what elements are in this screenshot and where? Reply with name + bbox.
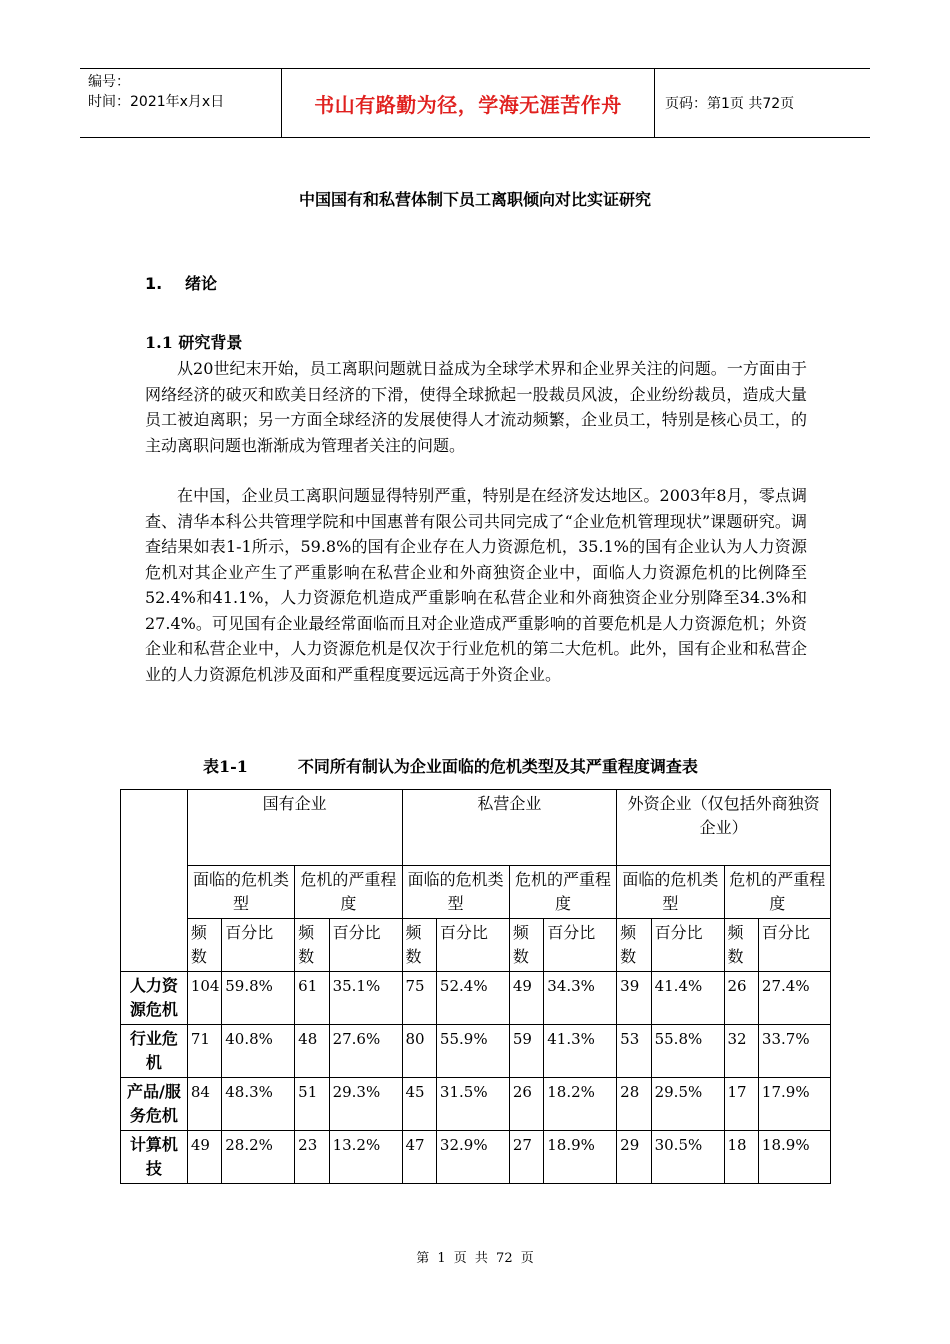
section-number: 1.	[145, 274, 163, 293]
table-cell: 34.3%	[544, 972, 617, 1025]
table-cell: 13.2%	[329, 1131, 402, 1184]
column-header: 频数	[402, 919, 436, 972]
section-heading	[145, 271, 217, 294]
page-header	[80, 68, 870, 138]
table-cell: 52.4%	[436, 972, 509, 1025]
table-row	[121, 1131, 831, 1184]
table-group-header: 私营企业	[402, 790, 617, 866]
table-cell: 18.2%	[544, 1078, 617, 1131]
table-cell: 27.6%	[329, 1025, 402, 1078]
column-header: 百分比	[329, 919, 402, 972]
table-row	[121, 1025, 831, 1078]
table-cell: 51	[295, 1078, 329, 1131]
table-caption-number: 表1-1	[203, 757, 248, 776]
table-group-header: 国有企业	[187, 790, 402, 866]
column-header: 频数	[617, 919, 651, 972]
table-cell: 32.9%	[436, 1131, 509, 1184]
section-label: 绪论	[185, 274, 218, 293]
table-subheader: 危机的严重程度	[724, 866, 831, 919]
table-cell: 26	[724, 972, 758, 1025]
table-subheader: 危机的严重程度	[295, 866, 402, 919]
column-header: 频数	[187, 919, 221, 972]
table-cell: 53	[617, 1025, 651, 1078]
table-caption	[203, 754, 698, 777]
table-cell: 48	[295, 1025, 329, 1078]
table-group-header: 外资企业（仅包括外商独资企业）	[617, 790, 831, 866]
column-header: 频数	[509, 919, 543, 972]
table-subheader: 危机的严重程度	[509, 866, 616, 919]
body-paragraph: 在中国，企业员工离职问题显得特别严重，特别是在经济发达地区。2003年8月，零点调查、清华本科公共管理学院和中国惠普有限公司共同完成了“企业危机管理现状”课题研究。调查结果如表1-1所示，59.8%的国有企业存在人力资源危机，35.1%的国有企业认为人力资源危机对其企业产生了严重影响在私营企业和外商独资企业中，面临人力资源危机的比例降至52.4%和41.1%，人力资源危机造成严重影响在私营企业和外商独资企业分别降至34.3%和27.4%。可见国有企业最经常面临而且对企业造成严重影响的首要危机是人力资源危机；外资企业和私营企业中，人力资源危机是仅次于行业危机的第二大危机。此外，国有企业和私营企业的人力资源危机涉及面和严重程度要远远高于外资企业。	[145, 486, 807, 684]
table-cell: 61	[295, 972, 329, 1025]
table-cell: 41.3%	[544, 1025, 617, 1078]
table-cell: 45	[402, 1078, 436, 1131]
table-cell: 17.9%	[758, 1078, 830, 1131]
table-cell: 17	[724, 1078, 758, 1131]
page-footer: 第 1 页 共 72 页	[416, 1251, 534, 1266]
row-header: 产品/服务危机	[121, 1078, 188, 1131]
subsection-heading: 1.1 研究背景	[145, 333, 243, 352]
table-caption-text: 不同所有制认为企业面临的危机类型及其严重程度调查表	[297, 757, 698, 776]
document-number-label: 编号：	[88, 74, 130, 90]
table-cell: 33.7%	[758, 1025, 830, 1078]
table-cell: 18.9%	[544, 1131, 617, 1184]
table-cell: 39	[617, 972, 651, 1025]
column-header: 百分比	[758, 919, 830, 972]
table-cell: 48.3%	[222, 1078, 295, 1131]
table-subheader: 面临的危机类型	[187, 866, 294, 919]
table-row	[121, 972, 831, 1025]
column-header: 百分比	[222, 919, 295, 972]
table-subheader: 面临的危机类型	[617, 866, 724, 919]
column-header: 百分比	[651, 919, 724, 972]
row-header: 行业危机	[121, 1025, 188, 1078]
table-cell: 41.4%	[651, 972, 724, 1025]
table-cell: 18.9%	[758, 1131, 830, 1184]
table-cell: 40.8%	[222, 1025, 295, 1078]
table-cell: 29.5%	[651, 1078, 724, 1131]
data-table	[120, 789, 831, 1184]
column-header: 频数	[295, 919, 329, 972]
table-cell: 29	[617, 1131, 651, 1184]
table-row	[121, 1078, 831, 1131]
table-cell: 23	[295, 1131, 329, 1184]
row-header: 人力资源危机	[121, 972, 188, 1025]
header-meta	[88, 72, 224, 112]
body-paragraph: 从20世纪末开始，员工离职问题就日益成为全球学术界和企业界关注的问题。一方面由于网络经济的破灭和欧美日经济的下滑，使得全球掀起一股裁员风波，企业纷纷裁员，造成大量员工被迫离职；另一方面全球经济的发展使得人才流动频繁，企业员工，特别是核心员工，的主动离职问题也渐渐成为管理者关注的问题。	[145, 359, 807, 455]
table-cell: 80	[402, 1025, 436, 1078]
column-header: 百分比	[544, 919, 617, 972]
table-cell: 49	[187, 1131, 221, 1184]
table-cell: 29.3%	[329, 1078, 402, 1131]
table-corner-cell	[121, 790, 188, 972]
table-cell: 31.5%	[436, 1078, 509, 1131]
table-cell: 18	[724, 1131, 758, 1184]
column-header: 百分比	[436, 919, 509, 972]
table-cell: 49	[509, 972, 543, 1025]
table-cell: 28	[617, 1078, 651, 1131]
document-title: 中国国有和私营体制下员工离职倾向对比实证研究	[298, 190, 651, 209]
table-cell: 35.1%	[329, 972, 402, 1025]
table-cell: 30.5%	[651, 1131, 724, 1184]
table-cell: 71	[187, 1025, 221, 1078]
table-cell: 27	[509, 1131, 543, 1184]
table-cell: 26	[509, 1078, 543, 1131]
table-cell: 55.8%	[651, 1025, 724, 1078]
table-cell: 47	[402, 1131, 436, 1184]
table-cell: 32	[724, 1025, 758, 1078]
table-cell: 104	[187, 972, 221, 1025]
column-header: 频数	[724, 919, 758, 972]
document-date: 时间：2021年x月x日	[88, 94, 225, 110]
header-divider	[654, 69, 655, 137]
row-header: 计算机技	[121, 1131, 188, 1184]
table-cell: 59.8%	[222, 972, 295, 1025]
header-motto: 书山有路勤为径，学海无涯苦作舟	[314, 92, 622, 117]
table-cell: 75	[402, 972, 436, 1025]
table-cell: 59	[509, 1025, 543, 1078]
table-cell: 27.4%	[758, 972, 830, 1025]
header-page-info: 页码：第1页 共72页	[665, 96, 795, 112]
table-cell: 28.2%	[222, 1131, 295, 1184]
table-cell: 55.9%	[436, 1025, 509, 1078]
table-subheader: 面临的危机类型	[402, 866, 509, 919]
table-cell: 84	[187, 1078, 221, 1131]
